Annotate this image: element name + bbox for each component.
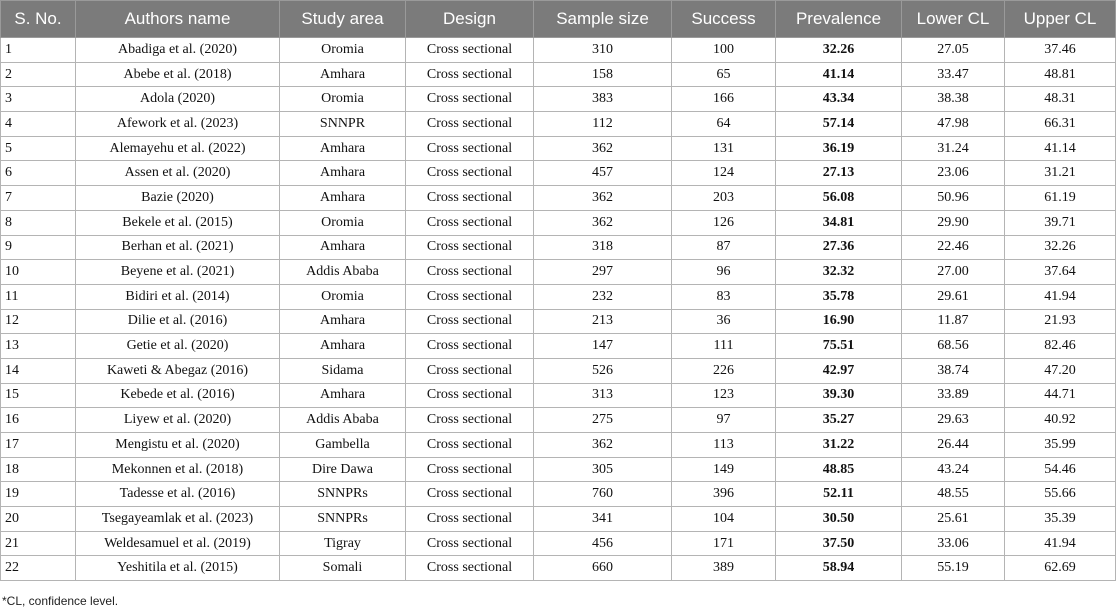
cell-design: Cross sectional [406,112,534,137]
cell-author: Adola (2020) [76,87,280,112]
cell-prevalence: 36.19 [776,136,902,161]
cell-study-area: SNNPR [280,112,406,137]
cell-sno: 18 [1,457,76,482]
cell-sno: 9 [1,235,76,260]
cell-upper-cl: 37.46 [1005,38,1116,63]
cell-lower-cl: 22.46 [902,235,1005,260]
cell-lower-cl: 48.55 [902,482,1005,507]
cell-upper-cl: 41.94 [1005,531,1116,556]
cell-lower-cl: 33.89 [902,383,1005,408]
cell-success: 166 [672,87,776,112]
cell-upper-cl: 35.99 [1005,433,1116,458]
cell-study-area: Amhara [280,136,406,161]
table-row [1,309,1116,334]
cell-sample-size: 310 [534,38,672,63]
cell-author: Getie et al. (2020) [76,334,280,359]
cell-design: Cross sectional [406,358,534,383]
cell-author: Alemayehu et al. (2022) [76,136,280,161]
cell-design: Cross sectional [406,87,534,112]
table-row [1,383,1116,408]
cell-author: Bidiri et al. (2014) [76,284,280,309]
cell-sample-size: 362 [534,136,672,161]
header-design: Design [406,1,534,38]
cell-upper-cl: 37.64 [1005,260,1116,285]
cell-upper-cl: 44.71 [1005,383,1116,408]
cell-success: 171 [672,531,776,556]
cell-prevalence: 34.81 [776,210,902,235]
cell-lower-cl: 31.24 [902,136,1005,161]
cell-sno: 1 [1,38,76,63]
cell-design: Cross sectional [406,556,534,581]
cell-lower-cl: 25.61 [902,507,1005,532]
cell-author: Kebede et al. (2016) [76,383,280,408]
cell-sno: 3 [1,87,76,112]
cell-author: Mekonnen et al. (2018) [76,457,280,482]
cell-success: 396 [672,482,776,507]
cell-design: Cross sectional [406,235,534,260]
cell-sno: 14 [1,358,76,383]
cell-upper-cl: 41.94 [1005,284,1116,309]
cell-lower-cl: 47.98 [902,112,1005,137]
cell-author: Dilie et al. (2016) [76,309,280,334]
cell-upper-cl: 62.69 [1005,556,1116,581]
cell-design: Cross sectional [406,408,534,433]
cell-lower-cl: 50.96 [902,186,1005,211]
header-study-area: Study area [280,1,406,38]
table-row [1,556,1116,581]
cell-prevalence: 57.14 [776,112,902,137]
cell-success: 96 [672,260,776,285]
cell-success: 389 [672,556,776,581]
cell-author: Tsegayeamlak et al. (2023) [76,507,280,532]
cell-design: Cross sectional [406,38,534,63]
cell-sample-size: 318 [534,235,672,260]
cell-success: 97 [672,408,776,433]
cell-prevalence: 39.30 [776,383,902,408]
cell-lower-cl: 43.24 [902,457,1005,482]
cell-sample-size: 275 [534,408,672,433]
cell-lower-cl: 29.63 [902,408,1005,433]
cell-sno: 17 [1,433,76,458]
cell-sno: 21 [1,531,76,556]
cell-study-area: Amhara [280,161,406,186]
cell-success: 64 [672,112,776,137]
cell-success: 203 [672,186,776,211]
cell-upper-cl: 41.14 [1005,136,1116,161]
table-row [1,433,1116,458]
cell-sample-size: 313 [534,383,672,408]
cell-author: Tadesse et al. (2016) [76,482,280,507]
header-lower-cl: Lower CL [902,1,1005,38]
cell-design: Cross sectional [406,136,534,161]
cell-design: Cross sectional [406,62,534,87]
table-row [1,507,1116,532]
cell-prevalence: 35.78 [776,284,902,309]
cell-sample-size: 457 [534,161,672,186]
cell-prevalence: 37.50 [776,531,902,556]
cell-prevalence: 32.26 [776,38,902,63]
cell-prevalence: 58.94 [776,556,902,581]
cell-sno: 2 [1,62,76,87]
cell-upper-cl: 35.39 [1005,507,1116,532]
cell-design: Cross sectional [406,507,534,532]
cell-study-area: Tigray [280,531,406,556]
table-body [1,38,1116,581]
cell-design: Cross sectional [406,260,534,285]
cell-upper-cl: 21.93 [1005,309,1116,334]
cell-prevalence: 16.90 [776,309,902,334]
cell-study-area: Addis Ababa [280,408,406,433]
cell-upper-cl: 82.46 [1005,334,1116,359]
cell-design: Cross sectional [406,433,534,458]
cell-sample-size: 305 [534,457,672,482]
table-row [1,235,1116,260]
cell-lower-cl: 27.00 [902,260,1005,285]
cell-study-area: Oromia [280,38,406,63]
table-row [1,210,1116,235]
cell-sno: 22 [1,556,76,581]
cell-study-area: Amhara [280,235,406,260]
cell-sample-size: 760 [534,482,672,507]
cell-design: Cross sectional [406,309,534,334]
cell-sno: 5 [1,136,76,161]
cell-upper-cl: 31.21 [1005,161,1116,186]
cell-author: Liyew et al. (2020) [76,408,280,433]
cell-sample-size: 213 [534,309,672,334]
table-row [1,408,1116,433]
cell-lower-cl: 11.87 [902,309,1005,334]
cell-study-area: Amhara [280,62,406,87]
cell-sno: 6 [1,161,76,186]
cell-design: Cross sectional [406,383,534,408]
cell-sample-size: 158 [534,62,672,87]
cell-lower-cl: 29.61 [902,284,1005,309]
cell-prevalence: 30.50 [776,507,902,532]
cell-author: Bazie (2020) [76,186,280,211]
cell-success: 226 [672,358,776,383]
cell-design: Cross sectional [406,531,534,556]
cell-prevalence: 27.13 [776,161,902,186]
cell-success: 111 [672,334,776,359]
cell-sample-size: 362 [534,186,672,211]
cell-success: 123 [672,383,776,408]
cell-lower-cl: 55.19 [902,556,1005,581]
cell-author: Afework et al. (2023) [76,112,280,137]
cell-upper-cl: 32.26 [1005,235,1116,260]
cell-sno: 15 [1,383,76,408]
table-row [1,358,1116,383]
header-prevalence: Prevalence [776,1,902,38]
table-row [1,87,1116,112]
cell-upper-cl: 40.92 [1005,408,1116,433]
table-row [1,136,1116,161]
table-row [1,482,1116,507]
cell-study-area: Oromia [280,87,406,112]
cell-success: 100 [672,38,776,63]
cell-upper-cl: 61.19 [1005,186,1116,211]
table-footnote: *CL, confidence level. [2,594,119,608]
cell-sno: 10 [1,260,76,285]
header-authors: Authors name [76,1,280,38]
cell-study-area: Dire Dawa [280,457,406,482]
cell-sno: 19 [1,482,76,507]
cell-sample-size: 526 [534,358,672,383]
cell-sample-size: 147 [534,334,672,359]
cell-author: Berhan et al. (2021) [76,235,280,260]
table-row [1,112,1116,137]
cell-prevalence: 27.36 [776,235,902,260]
cell-study-area: Somali [280,556,406,581]
cell-upper-cl: 54.46 [1005,457,1116,482]
cell-prevalence: 43.34 [776,87,902,112]
cell-upper-cl: 48.31 [1005,87,1116,112]
cell-sno: 12 [1,309,76,334]
cell-sample-size: 341 [534,507,672,532]
cell-lower-cl: 33.06 [902,531,1005,556]
cell-success: 124 [672,161,776,186]
table-row [1,457,1116,482]
cell-success: 83 [672,284,776,309]
cell-sno: 7 [1,186,76,211]
cell-study-area: Oromia [280,284,406,309]
cell-author: Mengistu et al. (2020) [76,433,280,458]
cell-design: Cross sectional [406,210,534,235]
cell-design: Cross sectional [406,334,534,359]
cell-study-area: SNNPRs [280,482,406,507]
cell-upper-cl: 55.66 [1005,482,1116,507]
table-row [1,62,1116,87]
cell-design: Cross sectional [406,186,534,211]
cell-prevalence: 35.27 [776,408,902,433]
cell-author: Assen et al. (2020) [76,161,280,186]
cell-sample-size: 297 [534,260,672,285]
cell-upper-cl: 66.31 [1005,112,1116,137]
cell-sno: 20 [1,507,76,532]
cell-study-area: Amhara [280,309,406,334]
cell-prevalence: 48.85 [776,457,902,482]
cell-success: 113 [672,433,776,458]
cell-author: Weldesamuel et al. (2019) [76,531,280,556]
cell-lower-cl: 33.47 [902,62,1005,87]
cell-sno: 8 [1,210,76,235]
cell-lower-cl: 38.38 [902,87,1005,112]
cell-success: 126 [672,210,776,235]
cell-sno: 16 [1,408,76,433]
cell-author: Yeshitila et al. (2015) [76,556,280,581]
cell-lower-cl: 38.74 [902,358,1005,383]
cell-success: 87 [672,235,776,260]
cell-sample-size: 383 [534,87,672,112]
cell-sample-size: 362 [534,433,672,458]
cell-author: Abebe et al. (2018) [76,62,280,87]
cell-upper-cl: 39.71 [1005,210,1116,235]
header-sno: S. No. [1,1,76,38]
cell-author: Kaweti & Abegaz (2016) [76,358,280,383]
cell-design: Cross sectional [406,457,534,482]
cell-author: Beyene et al. (2021) [76,260,280,285]
cell-success: 131 [672,136,776,161]
cell-lower-cl: 23.06 [902,161,1005,186]
table-row [1,38,1116,63]
cell-lower-cl: 68.56 [902,334,1005,359]
cell-prevalence: 75.51 [776,334,902,359]
cell-design: Cross sectional [406,161,534,186]
cell-sample-size: 456 [534,531,672,556]
header-sample-size: Sample size [534,1,672,38]
cell-sno: 13 [1,334,76,359]
table-row [1,260,1116,285]
cell-sample-size: 112 [534,112,672,137]
cell-sno: 4 [1,112,76,137]
cell-author: Abadiga et al. (2020) [76,38,280,63]
cell-study-area: Oromia [280,210,406,235]
cell-prevalence: 56.08 [776,186,902,211]
table-row [1,284,1116,309]
cell-prevalence: 42.97 [776,358,902,383]
header-row [1,1,1116,38]
cell-study-area: SNNPRs [280,507,406,532]
header-upper-cl: Upper CL [1005,1,1116,38]
cell-study-area: Sidama [280,358,406,383]
cell-sample-size: 362 [534,210,672,235]
table-row [1,334,1116,359]
table-row [1,531,1116,556]
table-header [1,1,1116,38]
cell-lower-cl: 29.90 [902,210,1005,235]
cell-study-area: Amhara [280,334,406,359]
cell-upper-cl: 48.81 [1005,62,1116,87]
cell-study-area: Amhara [280,186,406,211]
cell-design: Cross sectional [406,284,534,309]
header-success: Success [672,1,776,38]
cell-success: 104 [672,507,776,532]
cell-upper-cl: 47.20 [1005,358,1116,383]
cell-study-area: Amhara [280,383,406,408]
cell-success: 65 [672,62,776,87]
cell-sample-size: 232 [534,284,672,309]
cell-prevalence: 31.22 [776,433,902,458]
cell-study-area: Gambella [280,433,406,458]
cell-lower-cl: 27.05 [902,38,1005,63]
table-row [1,186,1116,211]
cell-prevalence: 32.32 [776,260,902,285]
cell-author: Bekele et al. (2015) [76,210,280,235]
cell-prevalence: 41.14 [776,62,902,87]
cell-lower-cl: 26.44 [902,433,1005,458]
cell-success: 36 [672,309,776,334]
cell-study-area: Addis Ababa [280,260,406,285]
cell-success: 149 [672,457,776,482]
cell-prevalence: 52.11 [776,482,902,507]
cell-sno: 11 [1,284,76,309]
table-row [1,161,1116,186]
cell-sample-size: 660 [534,556,672,581]
cell-design: Cross sectional [406,482,534,507]
